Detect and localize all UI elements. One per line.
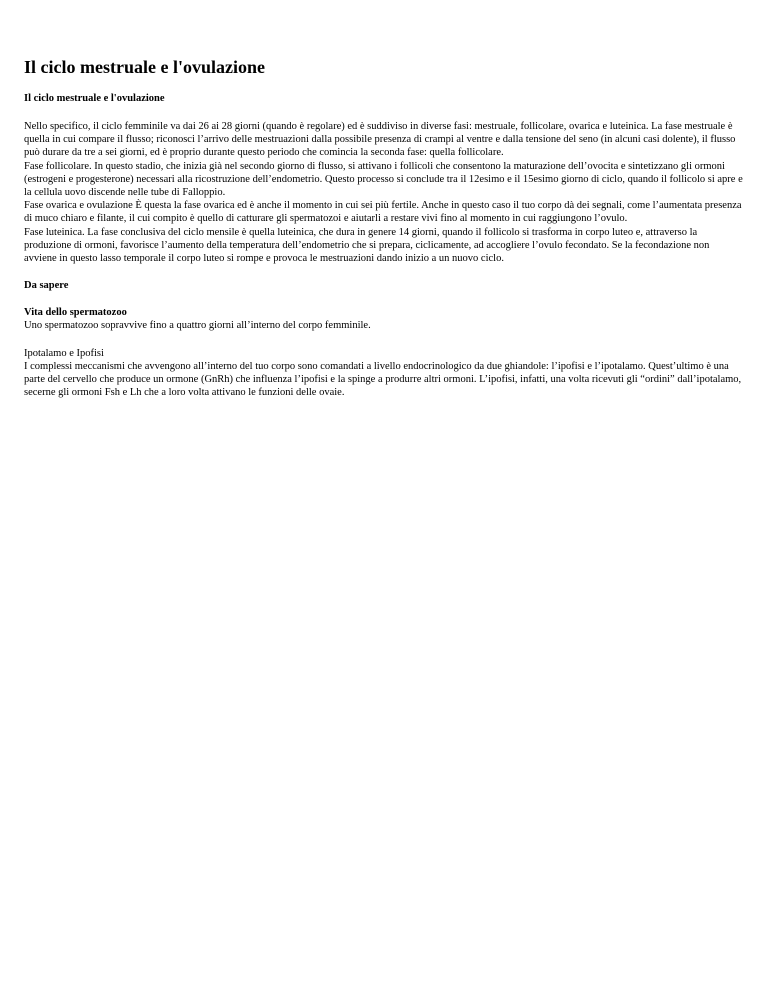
paragraph-fase-mestruale: Nello specifico, il ciclo femminile va dai 26 ai 28 giorni (quando è regolare) ed è suddiviso in diverse fasi: mestruale, follicolare, ovarica e luteinica. La fase mestruale è quella in cui compare il flusso; riconosci l’arrivo delle mestruazioni dalla possibile presenza di crampi al ventre e dalla tensione del seno (in alcuni casi dolente), il flusso può durare da tre a sei giorni, ed è proprio durante questo periodo che comincia la seconda fase: quella follicolare.	[24, 121, 736, 159]
vita-spermatozoo-block	[24, 306, 744, 332]
vita-spermatozoo-heading: Vita dello spermatozoo	[24, 307, 127, 319]
section-heading-da-sapere: Da sapere	[24, 280, 69, 292]
paragraph-fase-follicolare: Fase follicolare. In questo stadio, che inizia già nel secondo giorno di flusso, si attivano i follicoli che consentono la maturazione dell’ovocita e sintetizzano gli ormoni (estrogeni e progesterone) necessari alla ricostruzione dell’endometrio. Questo processo si conclude tra il 12esimo e il 15esimo giorno di ciclo, quando il follicolo si apre e la cellula uovo discende nelle tube di Falloppio.	[24, 160, 743, 199]
ipotalamo-text: I complessi meccanismi che avvengono all’interno del tuo corpo sono comandati a livello endocrinologico da due ghiandole: l’ipofisi e l’ipotalamo. Quest’ultimo è una parte del cervello che produce un ormone (GnRh) che influenza l’ipofisi e la spinge a produrre altri ormoni. L’ipofisi, infatti, una volta ricevuti gli “ordini” dall’ipotalamo, secerne gli ormoni Fsh e Lh che a loro volta attivano le funzioni delle ovaie.	[24, 360, 742, 399]
document-page	[0, 0, 768, 399]
page-title: Il ciclo mestruale e l'ovulazione	[24, 57, 265, 77]
intro-section	[24, 120, 744, 265]
vita-spermatozoo-text: Uno spermatozoo sopravvive fino a quattro giorni all’interno del corpo femminile.	[24, 320, 371, 332]
paragraph-fase-ovarica: Fase ovarica e ovulazione È questa la fase ovarica ed è anche il momento in cui sei più fertile. Anche in questo caso il tuo corpo dà dei segnali, come l’aumentata presenza di muco chiaro e filante, il cui compito è quello di catturare gli spermatozoi e aiutarli a restare vivi fino al momento in cui raggiungono l’ovulo.	[24, 200, 742, 225]
ipotalamo-block	[24, 347, 744, 400]
page-subtitle: Il ciclo mestruale e l'ovulazione	[24, 93, 165, 104]
paragraph-fase-luteinica: Fase luteinica. La fase conclusiva del ciclo mensile è quella luteinica, che dura in genere 14 giorni, quando il follicolo si trasforma in corpo luteo e, attraverso la produzione di ormoni, favorisce l’aumento della temperatura dell’endometrio che si prepara, ciclicamente, ad accogliere l’ovulo fecondato. Se la fecondazione non avviene in questo lasso temporale il corpo luteo si rompe e provoca le mestruazioni dando inizio a un nuovo ciclo.	[24, 226, 710, 265]
ipotalamo-heading: Ipotalamo e Ipofisi	[24, 347, 104, 359]
